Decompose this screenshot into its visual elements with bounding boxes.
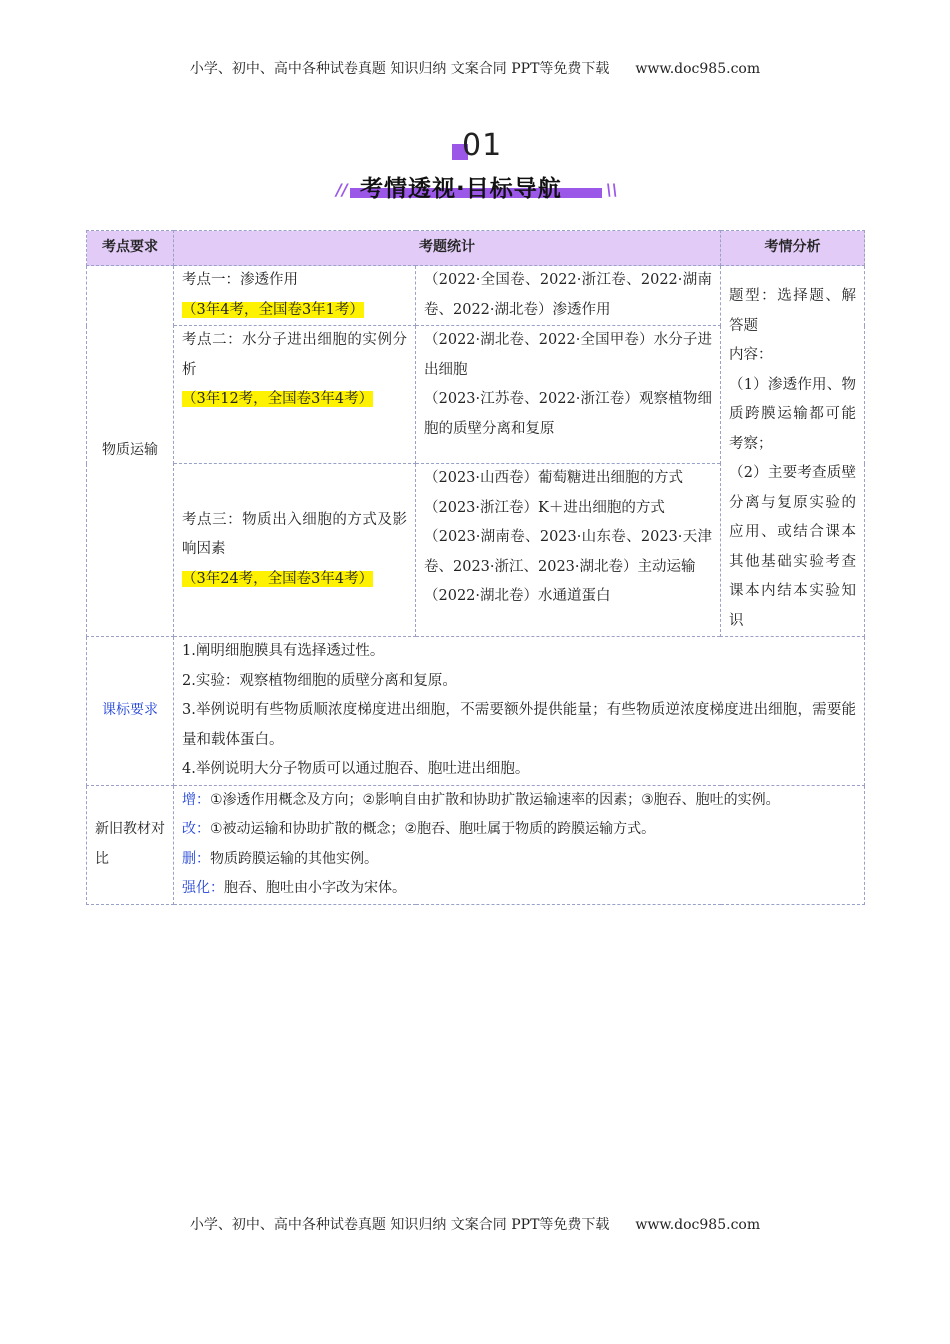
slash-left-decoration: // <box>336 180 348 199</box>
analysis-type: 题型：选择题、解答题 <box>729 288 856 334</box>
question-item: （2022·湖北卷）水通道蛋白 <box>424 588 611 605</box>
curriculum-item: 2.实验：观察植物细胞的质壁分离和复原。 <box>182 672 457 689</box>
curriculum-cell <box>174 637 865 786</box>
analysis-content-label: 内容： <box>729 347 773 363</box>
point-name: 考点三：物质出入细胞的方式及影响因素 <box>182 511 407 558</box>
questions-cell <box>416 266 721 326</box>
questions-cell <box>416 464 721 637</box>
point-stat-highlight: （3年12考，全国卷3年4考） <box>182 391 374 407</box>
point-cell <box>174 266 416 326</box>
question-item: （2023·山西卷）葡萄糖进出细胞的方式 <box>424 470 684 487</box>
header-url[interactable]: www.doc985.com <box>635 61 761 77</box>
section-heading <box>0 128 950 208</box>
curriculum-item: 4.举例说明大分子物质可以通过胞吞、胞吐进出细胞。 <box>182 761 530 777</box>
analysis-item-1: （1）渗透作用、物质跨膜运输都可能考察； <box>729 376 856 452</box>
curriculum-item: 1.阐明细胞膜具有选择透过性。 <box>182 643 385 659</box>
comparison-label-cell <box>87 785 174 904</box>
question-item: （2023·湖南卷、2023·山东卷、2023·天津卷、2023·浙江、2023·湖北卷）主动运输 <box>424 529 712 575</box>
curriculum-row <box>87 637 865 786</box>
comparison-row <box>87 785 865 904</box>
point-stat-highlight: （3年4考，全国卷3年1考） <box>182 301 364 318</box>
header-text: 小学、初中、高中各种试卷真题 知识归纳 文案合同 PPT等免费下载 <box>189 61 610 77</box>
strengthen-text: 胞吞、胞吐由小字改为宋体。 <box>224 880 406 896</box>
point-name: 考点二：水分子进出细胞的实例分析 <box>182 332 407 378</box>
change-label: 改： <box>182 821 210 837</box>
curriculum-item: 3.举例说明有些物质顺浓度梯度进出细胞，不需要额外提供能量；有些物质逆浓度梯度进出细胞，需要能量和载体蛋白。 <box>182 702 856 748</box>
question-item: （2023·江苏卷、2022·浙江卷）观察植物细胞的质壁分离和复原 <box>424 391 712 437</box>
header-requirements: 考点要求 <box>87 231 174 266</box>
add-text: ①渗透作用概念及方向；②影响自由扩散和协助扩散运输速率的因素；③胞吞、胞吐的实例。 <box>210 791 780 808</box>
question-item: （2022·全国卷、2022·浙江卷、2022·湖南卷、2022·湖北卷）渗透作用 <box>424 272 712 318</box>
question-item: （2022·湖北卷、2022·全国甲卷）水分子进出细胞 <box>424 332 712 378</box>
comparison-cell <box>174 785 865 904</box>
footer-url[interactable]: www.doc985.com <box>635 1217 761 1233</box>
exam-analysis-table <box>86 230 865 905</box>
analysis-cell <box>721 266 865 637</box>
delete-text: 物质跨膜运输的其他实例。 <box>210 850 378 867</box>
point-cell <box>174 464 416 637</box>
point-cell <box>174 326 416 464</box>
section-number: 01 <box>462 128 503 163</box>
comparison-label: 新旧教材对比 <box>95 821 165 867</box>
row-label-transport: 物质运输 <box>87 266 174 637</box>
add-label: 增： <box>182 791 210 808</box>
table-row <box>87 266 865 326</box>
curriculum-label: 课标要求 <box>87 637 174 786</box>
section-title: 考情透视·目标导航 <box>360 176 562 202</box>
header-analysis: 考情分析 <box>721 231 865 266</box>
footer-text: 小学、初中、高中各种试卷真题 知识归纳 文案合同 PPT等免费下载 <box>189 1217 610 1233</box>
point-stat-highlight: （3年24考，全国卷3年4考） <box>182 570 374 587</box>
point-name: 考点一：渗透作用 <box>182 272 298 288</box>
page-header <box>0 58 950 78</box>
question-item: （2023·浙江卷）K＋进出细胞的方式 <box>424 499 665 516</box>
change-text: ①被动运输和协助扩散的概念；②胞吞、胞吐属于物质的跨膜运输方式。 <box>210 821 656 837</box>
delete-label: 删： <box>182 850 210 867</box>
strengthen-label: 强化： <box>182 880 224 896</box>
page-footer <box>0 1214 950 1234</box>
analysis-item-2: （2）主要考查质壁分离与复原实验的应用、或结合课本其他基础实验考查课本内结本实验知识 <box>729 465 856 629</box>
table-header-row <box>87 231 865 266</box>
slash-right-decoration: \\ <box>606 180 618 199</box>
questions-cell <box>416 326 721 464</box>
header-statistics: 考题统计 <box>174 231 721 266</box>
